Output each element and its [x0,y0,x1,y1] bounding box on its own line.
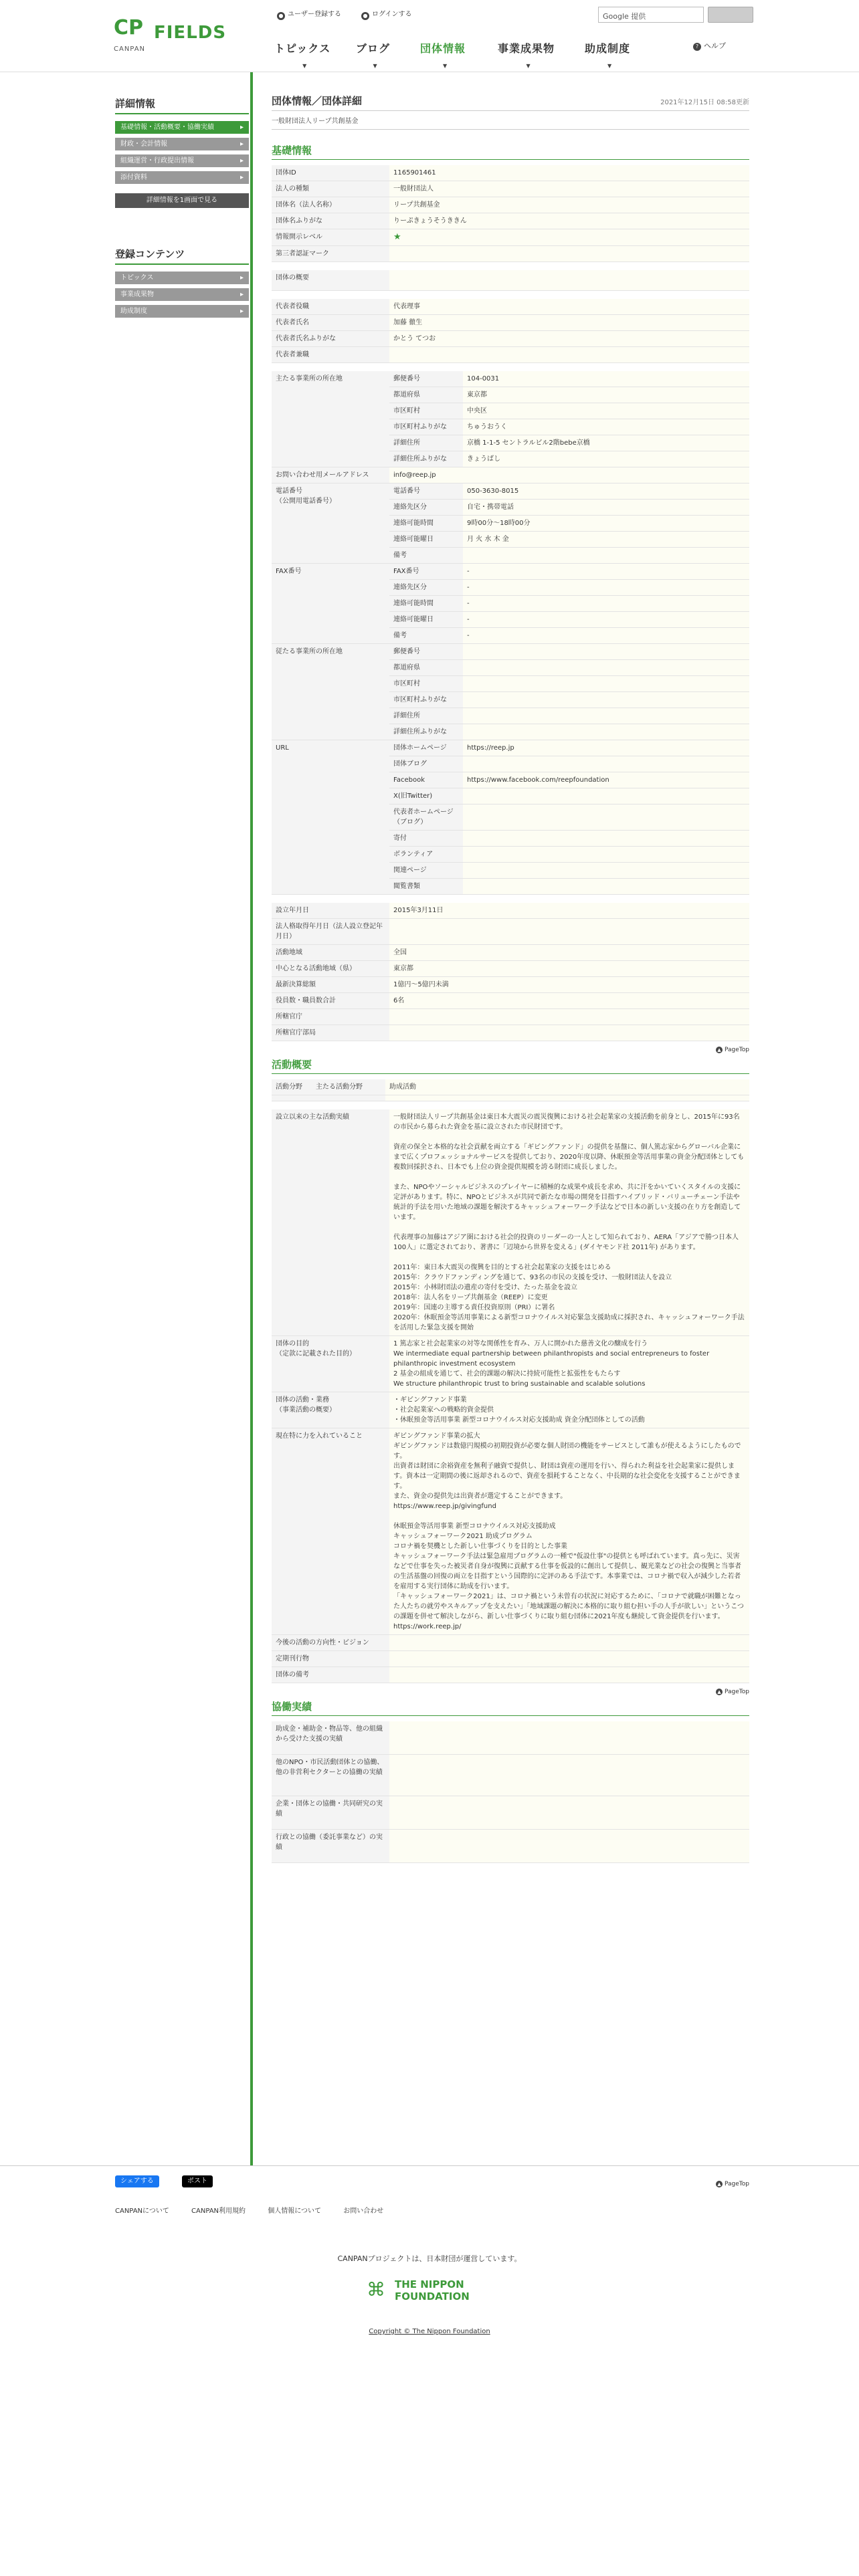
nav-grants[interactable]: 助成制度 ▼ [585,42,631,69]
org-subname: 一般財団法人リープ共創基金 [272,115,749,130]
updated-date: 2021年12月15日 08:58更新 [660,99,749,106]
nav-arrow-icon: ▼ [607,63,613,69]
nav-deliverables[interactable]: 事業成果物 ▼ [498,42,555,69]
footer-link-privacy[interactable]: 個人情報について [268,2208,322,2215]
arrow-icon: ▸ [240,174,244,181]
logo-sub: CANPAN [114,45,146,53]
footer-link-contact[interactable]: お問い合わせ [343,2208,384,2215]
pagetop-link[interactable]: ▲ PageTop [272,1047,749,1053]
site-footer [0,2165,859,2576]
login-link[interactable]: ● ログインする [361,8,412,20]
sidebar-item-basic[interactable]: 基礎情報・活動概要・協働実績 ▸ [115,121,249,134]
more-table: 設立年月日 2015年3月11日 法人格取得年月日（法人設立登記年月日） 活動地域 全国 中心となる活動地域（県） 東京都 最新決算総額 1億円～5億円未満 役員数・職員数合計 6名 所轄官庁 所轄官庁部局 [272,903,749,1041]
main-content [272,94,749,1863]
nav-arrow-icon: ▼ [526,63,531,69]
basic-table [272,165,749,262]
nav-arrow-icon: ▼ [373,63,378,69]
table-row: 法人の種類 一般財団法人 [272,181,749,197]
arrow-icon: ▸ [240,274,244,282]
help-icon: ? [693,43,701,51]
canpan-fields-logo[interactable] [112,12,240,59]
section-activity-title: 活動概要 [272,1057,749,1074]
disclosure-star-icon: ★ [393,232,401,242]
table-row: 情報開示レベル ★ [272,229,749,246]
footer-links [115,2205,403,2215]
arrow-icon: ▸ [240,124,244,131]
pagetop-link[interactable]: ▲ PageTop [272,1689,749,1695]
arrow-icon: ▸ [240,140,244,148]
collab-table: 助成金・補助金・物品等、他の組織から受けた支援の実績 他のNPO・市民活動団体との協働、他の非営利セクターとの協働の実績 企業・団体との協働・共同研究の実績 行政との協働（委託事業など）の実績 [272,1721,749,1864]
table-row: 第三者認証マーク [272,246,749,262]
sidebar-item-governance[interactable]: 組織運営・行政提出情報 ▸ [115,154,249,167]
table-row: 団体ID 1165901461 [272,165,749,181]
nav-active-mark-icon: ▼ [443,63,448,69]
sidebar-heading-contents: 登録コンテンツ [115,247,249,265]
sidebar-item-grants[interactable]: 助成制度 ▸ [115,305,249,318]
footer-note: CANPANプロジェクトは、日本財団が運営しています。 [337,2254,522,2263]
office-table: 主たる事業所の所在地 郵便番号 104-0031 都道府県 東京都 市区町村 中央区 市区町村ふりがな ちゅうおうく 詳細住所 京橋 1-1-5 セントラルビル2階bebe京橋 詳細住所ふりがな きょうばし お問い合わせ用メールアドレス info@reep.jp 電話番号 （公開用電話番号） 電話番号 050-3630-8015 連絡先区分 自宅・携帯電話 連絡可能時間 9時00分～18時00分 連絡可能曜日 月 火 水 木 金 備考 FAX番号 FAX番号 - 連絡先区分 - 連絡可能時間 - 連絡可能曜日 - 備考 - 従たる事業所の所在地 郵便番号 都道府県 市区町村 市区町村ふりがな 詳細住所 詳細住所ふりがな URL 団体ホームページ https://reep.jp 団体ブログ Facebook https://www.facebook.com/reepfoundation X(旧Twitter) 代表者ホームページ（ブログ） 寄付 ボランティア 関連ページ 閲覧書類 [272,371,749,895]
up-arrow-icon: ▲ [716,1689,723,1695]
login-icon: ● [361,12,369,20]
sidebar-item-deliverables[interactable]: 事業成果物 ▸ [115,288,249,301]
footer-link-about[interactable]: CANPANについて [115,2208,169,2215]
pagetop-link[interactable]: ▲ PageTop [716,2181,749,2187]
arrow-icon: ▸ [240,308,244,315]
nav-blog[interactable]: ブログ ▼ [356,42,391,69]
search-placeholder: Google 提供 [603,12,646,21]
green-divider [250,72,253,2165]
nav-arrow-icon: ▼ [302,63,308,69]
facebook-share-button[interactable]: シェアする [115,2175,159,2187]
sidebar-item-attachments[interactable]: 添付資料 ▸ [115,171,249,184]
section-collab-title: 協働実績 [272,1699,749,1716]
activity-detail-table: 設立以来の主な活動実績 一般財団法人リープ共創基金は東日本大震災の震災復興における社会起業家の支援活動を前身とし、2015年に93名の市民から募られた資金を基に設立された市民財団です。 資産の保全と本格的な社会貢献を両立する「ギビングファンド」の提供を基盤に、個人篤志家からグローバル企業にまで広くプロフェッショナルサービスを提供しており、2020年度以降、休眠預金等活用事業の資金分配団体としても複数回採択され、日本でも上位の資金提供規模を誇る財団に成長しました。 また、NPOやソーシャルビジネスのプレイヤーに積極的な成果や成長を求め、共に汗をかいていくスタイルの支援に定評があります。特に、NPOとビジネスが共同で新たな市場の開発を目指すハイブリッド・バリューチェーン手法や統計的手法を用いた地域の課題を解決するキャッシュフォーワーク手法などで日本の新しい支援の在り方を創造しています。 代表理事の加藤はアジア圏における社会的投資のリーダーの一人として知られており、AERA「アジアで勝つ日本人100人」に選定されており、著書に「辺境から世界を変える」(ダイヤモンド社 2011年) があります。 2011年：東日本大震災の復興を目的とする社会起業家の支援をはじめる 2015年：クラウドファンディングを通じて、93名の市民の支援を受け、一般財団法人を設立 2015年：小林財団法の遺産の寄付を受け、たった基金を設立 2018年：法人名をリープ共創基金（REEP）に変更 2019年：国連の主導する責任投資原則（PRI）に署名 2020年：休眠預金等活用事業による新型コロナウイルス対応緊急支援助成に採択され、キャッシュフォーワーク手法を活用した緊急支援を開始 団体の目的 （定款に記載された目的） 1 篤志家と社会起業家の対等な関係性を育み、万人に開かれた慈善文化の醸成を行う We intermediate equal partnership between philanthropists and social entrepreneurs to foster philanthropic investment ecosystem 2 基金の組成を通じて、社会的課題の解決に持続可能性と拡張性をもたらす We structure philanthropic trust to bring sustainable and scalable solutions 団体の活動・業務 （事業活動の概要） ・ギビングファンド事業 ・社会起業家への戦略的資金提供 ・休眠預金等活用事業 新型コロナウイルス対応支援助成 資金分配団体としての活動 現在特に力を入れていること ギビングファンド事業の拡大 ギビングファンドは数億円規模の初期投資が必要な個人財団の機能をサービスとして誰もが使えるようにしたものです。 出資者は財団に余裕資産を無利子融資で提供し、財団は資産の運用を行い、得られた利益を社会起業家に提供します。資本は一定期間の後に返却されるので、資産を損耗することなく、中長期的な社会変化を支援することができます。 また、資金の提供先は出資者が選定することができます。 https://www.reep.jp/givingfund 休眠預金等活用事業 新型コロナウイルス対応支援助成 キャッシュフォーワーク2021 助成プログラム コロナ禍を契機とした新しい仕事づくりを目的とした事業 キャッシュフォーワーク手法は緊急雇用プログラムの一種で"仮設仕事"の提供とも呼ばれています。真っ先に、災害などで仕事を失った被災者自身が復興に貢献する仕事を仮設的に創出して提供し、観光業などの社会の復興と当事者の生活基盤の回復の両立を目指すという国際的に定評のある手法です。本事業では、コロナ禍で収入が減少した若者を雇用する実行団体に助成を行います。 「キャッシュフォーワーク2021」は、コロナ禍という未曽有の状況に対応するために、「コロナで就職が困難となった人たちの就労やスキルアップを支えたい」「地域課題の解決に本格的に取り組む担い手の人手が欲しい」というこつの課題を併せて解決しながら、新しい仕事づくりに取り組む団体に2021年度も継続して資金提供を行います。 https://work.reep.jp/ 今後の活動の方向性・ビジョン 定期刊行物 団体の備考 [272,1109,749,1683]
arrow-icon: ▸ [240,157,244,165]
activity-table: 活動分野 主たる活動分野 助成活動 [272,1079,749,1101]
nippon-foundation-link[interactable]: 日本財団 [426,2254,456,2263]
search-button[interactable] [708,7,753,23]
up-arrow-icon: ▲ [716,2181,723,2187]
site-header [0,0,859,72]
homepage-link[interactable]: https://reep.jp [467,744,514,752]
nav-org-info[interactable]: 団体情報 ▼ [420,42,466,69]
user-icon: ● [277,12,285,20]
section-basic-title: 基礎情報 [272,143,749,160]
table-row: 団体名ふりがな りーぷきょうそうききん [272,213,749,229]
page-title: 団体情報／団体詳細 2021年12月15日 08:58更新 [272,94,749,111]
nippon-foundation-logo[interactable]: ⌘ THE NIPPON FOUNDATION [367,2278,470,2302]
logo-text: FIELDS [154,23,227,43]
nippon-foundation-mark-icon: ⌘ [367,2278,385,2300]
arrow-icon: ▸ [240,291,244,298]
rep-table: 代表者役職 代表理事 代表者氏名 加藤 徹生 代表者氏名ふりがな かとう てつお 代表者兼職 [272,299,749,363]
nav-topics[interactable]: トピックス ▼ [274,42,331,69]
copyright-link[interactable]: Copyright © The Nippon Foundation [369,2328,490,2335]
global-nav [268,35,763,68]
help-link[interactable]: ? ヘルプ [693,40,726,51]
register-link[interactable]: ● ユーザー登録する [277,8,341,20]
givingfund-link[interactable]: https://www.reep.jp/givingfund [393,1502,496,1510]
x-post-button[interactable]: ポスト [182,2175,213,2187]
facebook-link[interactable]: https://www.facebook.com/reepfoundation [467,776,609,784]
footer-link-terms[interactable]: CANPAN利用規約 [191,2208,246,2215]
sidebar-heading-detail: 詳細情報 [115,96,249,114]
up-arrow-icon: ▲ [716,1047,723,1053]
sidebar-item-topics[interactable]: トピックス ▸ [115,272,249,284]
table-row: 団体名（法人名称） リープ共創基金 [272,197,749,213]
view-all-button[interactable]: 詳細情報を1画面で見る [115,193,249,208]
overview-table: 団体の概要 [272,270,749,291]
sidebar-item-finance[interactable]: 財政・会計情報 ▸ [115,138,249,150]
logo-mark: CP [114,16,144,39]
search-input[interactable] [598,7,704,23]
sidebar [115,94,249,322]
work-link[interactable]: https://work.reep.jp/ [393,1622,462,1630]
